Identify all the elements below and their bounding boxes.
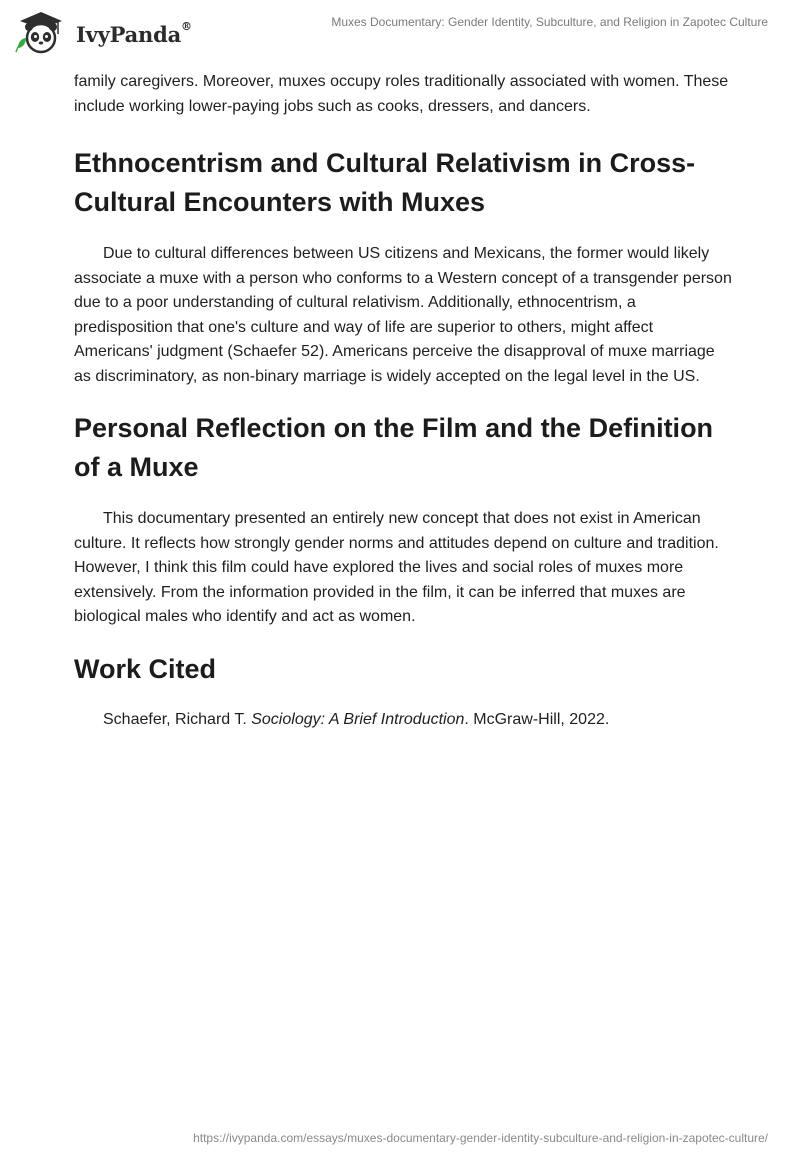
section-paragraph-ethnocentrism: Due to cultural differences between US citizens and Mexicans, the former would likely associate a muxe with a person who conforms to a Western concept of a transgender person due to a poor understanding of cultural relativism. Additionally, ethnocentrism, a predisposition that one's culture and way of life are superior to others, might affect Americans' judgment (Schaefer 52). Americans perceive the disapproval of muxe marriage as discriminatory, as non-binary marriage is widely accepted on the legal level in the US. xyxy=(74,245,732,385)
page-header xyxy=(0,0,800,60)
essay-content xyxy=(74,70,734,732)
works-cited-heading: Work Cited xyxy=(74,653,217,684)
citation-publisher: . McGraw-Hill, 2022. xyxy=(464,710,610,728)
document-title: Muxes Documentary: Gender Identity, Subculture, and Religion in Zapotec Culture xyxy=(331,15,768,29)
panda-graduate-icon xyxy=(14,8,70,54)
footer-url[interactable]: https://ivypanda.com/essays/muxes-documentary-gender-identity-subculture-and-religion-in-zapotec-culture/ xyxy=(193,1131,768,1145)
ivypanda-logo[interactable] xyxy=(14,8,214,58)
citation-source-title: Sociology: A Brief Introduction xyxy=(251,710,465,728)
intro-paragraph: family caregivers. Moreover, muxes occupy roles traditionally associated with women. These include working lower-paying jobs such as cooks, dressers, and dancers. xyxy=(74,73,729,115)
logo-text: IvyPanda® xyxy=(76,20,192,47)
citation-entry xyxy=(74,708,734,733)
section-heading-reflection: Personal Reflection on the Film and the Definition of a Muxe xyxy=(74,413,714,482)
citation-author: Schaefer, Richard T. xyxy=(103,710,252,728)
section-heading-ethnocentrism: Ethnocentrism and Cultural Relativism in Cross-Cultural Encounters with Muxes xyxy=(74,148,696,217)
section-paragraph-reflection: This documentary presented an entirely new concept that does not exist in American culture. It reflects how strongly gender norms and attitudes depend on culture and tradition. However, I think this film could have explored the lives and social roles of muxes more extensively. From the information provided in the film, it can be inferred that muxes are biological males who identify and act as women. xyxy=(74,510,719,625)
